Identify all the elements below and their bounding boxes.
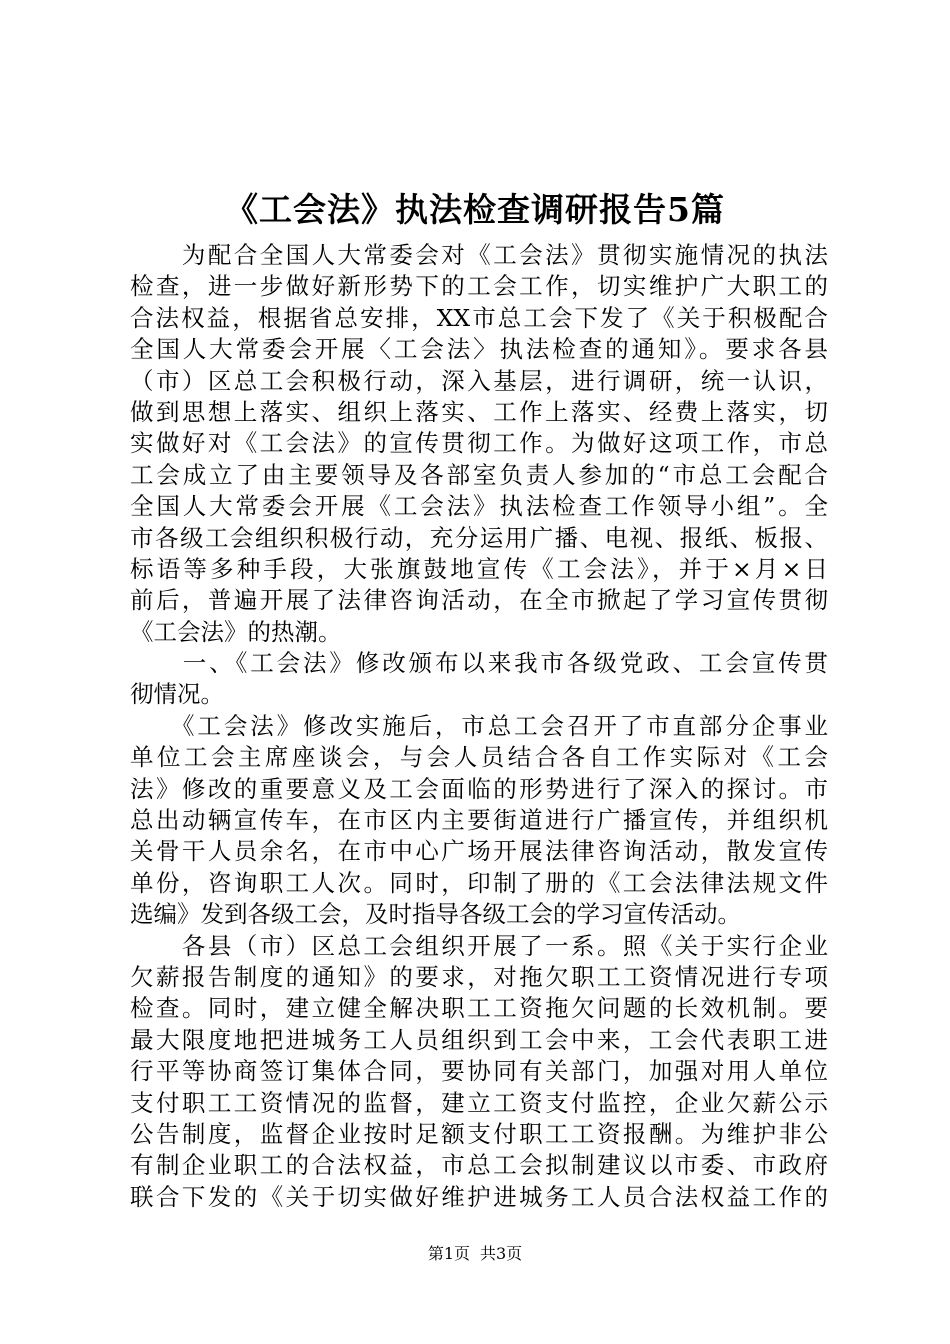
text-line: 前后，普遍开展了法律咨询活动，在全市掀起了学习宣传贯彻 xyxy=(130,586,828,615)
text-line: 支付职工工资情况的监督，建立工资支付监控，企业欠薪公示 xyxy=(130,1088,828,1117)
paragraph-4 xyxy=(130,931,828,1214)
text-line: 公告制度，监督企业按时足额支付职工工资报酬。为维护非公 xyxy=(130,1119,828,1148)
text-line: 做到思想上落实、组织上落实、工作上落实、经费上落实，切 xyxy=(130,397,828,426)
text-line: 有制企业职工的合法权益，市总工会拟制建议以市委、市政府 xyxy=(130,1151,828,1180)
text-line: 为配合全国人大常委会对《工会法》贯彻实施情况的执法 xyxy=(130,241,828,269)
text-line: 标语等多种手段，大张旗鼓地宣传《工会法》，并于×月×日 xyxy=(130,554,828,583)
text-line: 合法权益，根据省总安排，XX市总工会下发了《关于积极配合 xyxy=(130,303,828,332)
text-line: 一、《工会法》修改颁布以来我市各级党政、工会宣传贯 xyxy=(130,649,828,678)
document-body xyxy=(130,240,828,1213)
text-line: 各县（市）区总工会组织开展了一系。照《关于实行企业 xyxy=(130,931,828,960)
text-line: 检查，进一步做好新形势下的工会工作，切实维护广大职工的 xyxy=(130,272,828,301)
text-line: 关骨干人员余名，在市中心广场开展法律咨询活动，散发宣传 xyxy=(130,837,828,866)
text-line: 最大限度地把进城务工人员组织到工会中来，工会代表职工进 xyxy=(130,1025,828,1054)
text-line: 单份，咨询职工人次。同时，印制了册的《工会法律法规文件 xyxy=(130,868,828,897)
text-line: 实做好对《工会法》的宣传贯彻工作。为做好这项工作，市总 xyxy=(130,429,828,458)
text-line: （市）区总工会积极行动，深入基层，进行调研，统一认识， xyxy=(130,366,828,395)
text-line: 欠薪报告制度的通知》的要求，对拖欠职工工资情况进行专项 xyxy=(130,962,828,991)
text-line: 单位工会主席座谈会，与会人员结合各自工作实际对《工会 xyxy=(130,743,828,772)
text-line: 联合下发的《关于切实做好维护进城务工人员合法权益工作的 xyxy=(130,1182,828,1211)
text-line: 检查。同时，建立健全解决职工工资拖欠问题的长效机制。要 xyxy=(130,994,828,1023)
page-footer xyxy=(0,1243,950,1265)
paragraph-1 xyxy=(130,240,828,648)
text-line: 全国人大常委会开展《工会法》执法检查工作领导小组”。全 xyxy=(130,492,828,521)
text-line: 行平等协商签订集体合同，要协同有关部门，加强对用人单位 xyxy=(130,1057,828,1086)
text-line: 市各级工会组织积极行动，充分运用广播、电视、报纸、板报、 xyxy=(130,523,828,552)
text-line: 全国人大常委会开展〈工会法〉执法检查的通知》。要求各县 xyxy=(130,335,828,364)
text-line: 总出动辆宣传车，在市区内主要街道进行广播宣传，并组织机 xyxy=(130,806,828,835)
text-line: 彻情况。 xyxy=(130,680,224,709)
text-line: 《工会法》的热潮。 xyxy=(130,617,342,646)
page-total: 共3页 xyxy=(480,1244,523,1263)
text-line: 法》修改的重要意义及工会面临的形势进行了深入的探讨。市 xyxy=(130,774,828,803)
text-line: 《工会法》修改实施后，市总工会召开了市直部分企事业 xyxy=(130,711,828,740)
document-title: 《工会法》执法检查调研报告5篇 xyxy=(225,190,725,229)
paragraph-2 xyxy=(130,648,828,711)
text-line: 选编》发到各级工会，及时指导各级工会的学习宣传活动。 xyxy=(130,900,741,929)
paragraph-3 xyxy=(130,711,828,931)
text-line: 工会成立了由主要领导及各部室负责人参加的“市总工会配合 xyxy=(130,460,828,489)
page-number: 第1页 xyxy=(427,1244,470,1263)
